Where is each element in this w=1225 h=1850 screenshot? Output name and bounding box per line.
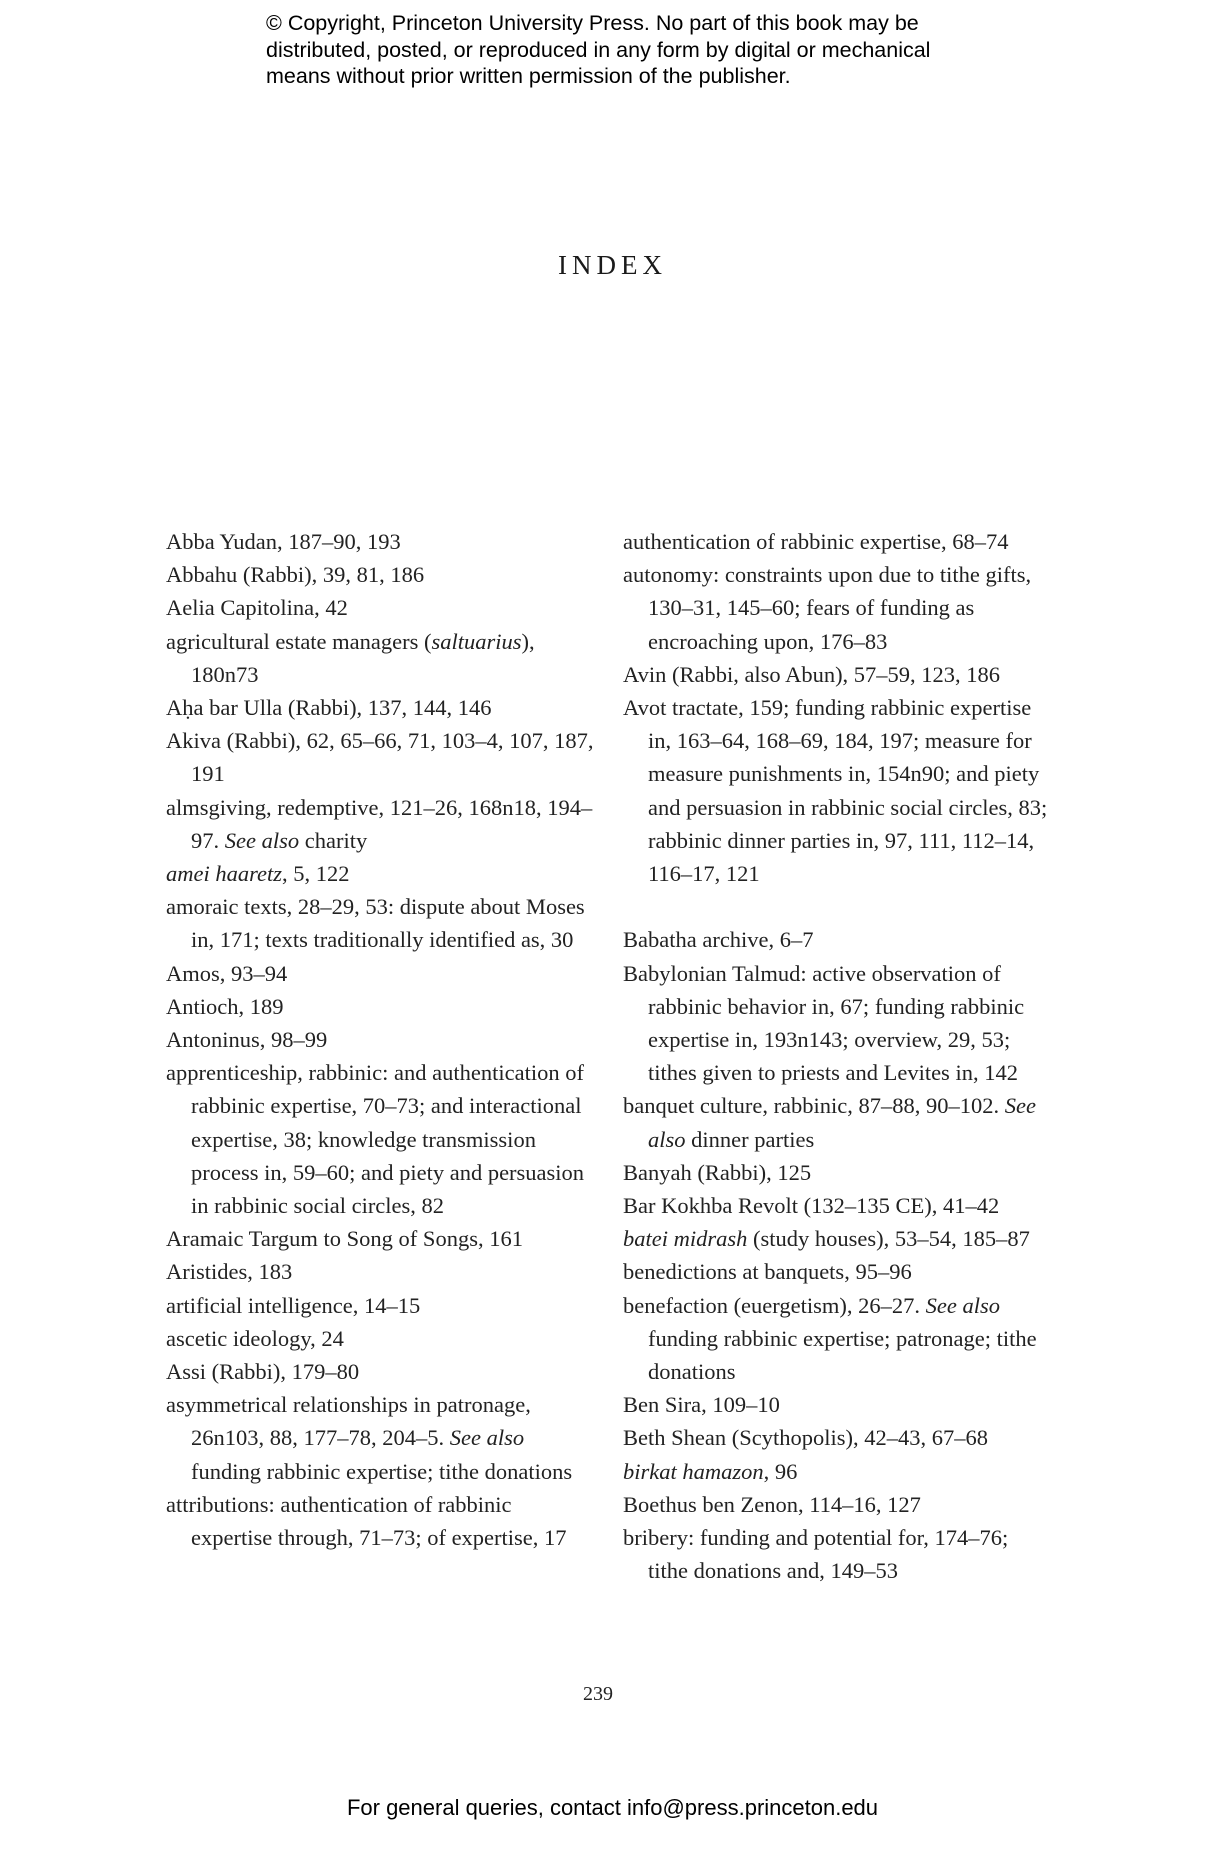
entry-text: authentication of rabbinic expertise, 68–74 bbox=[623, 529, 1009, 554]
index-group-b bbox=[623, 923, 1053, 1587]
entry-text: Avin (Rabbi, also Abun), 57–59, 123, 186 bbox=[623, 661, 1001, 687]
index-entry bbox=[166, 1289, 596, 1322]
entry-text-continued: (study houses), 53–54, 185–87 bbox=[747, 1226, 1030, 1252]
index-entry bbox=[166, 890, 596, 956]
entry-text: artificial intelligence, 14–15 bbox=[166, 1292, 421, 1318]
index-column-left bbox=[166, 525, 596, 1554]
entry-text: Abbahu (Rabbi), 39, 81, 186 bbox=[166, 562, 425, 588]
entry-text-continued: ), 180n73 bbox=[191, 628, 535, 687]
entry-text: Avot tractate, 159; funding rabbinic expertise in, 163–64, 168–69, 184, 197; measure for measure punishments in, 154n90; and piety and persuasion in rabbinic social circles, 83; rabbinic dinner parties in, 97, 111, 112–14, 116–17, 121 bbox=[623, 695, 1048, 887]
entry-text-continued: charity bbox=[299, 827, 368, 853]
index-entry bbox=[166, 957, 596, 990]
index-group-a bbox=[623, 525, 1053, 890]
entry-text: Aelia Capitolina, 42 bbox=[166, 595, 348, 621]
entry-text-continued: funding rabbinic expertise; patronage; tithe donations bbox=[648, 1325, 1037, 1385]
index-entry bbox=[166, 1322, 596, 1355]
entry-text: Assi (Rabbi), 179–80 bbox=[166, 1359, 360, 1385]
index-entry bbox=[166, 1056, 596, 1222]
entry-text: attributions: authentication of rabbinic expertise through, 71–73; of expertise, 17 bbox=[166, 1491, 567, 1551]
index-entry bbox=[623, 1455, 1053, 1488]
index-entry bbox=[166, 1023, 596, 1056]
entry-text: Babatha archive, 6–7 bbox=[623, 927, 814, 953]
entry-text: Ben Sira, 109–10 bbox=[623, 1392, 780, 1418]
entry-text: agricultural estate managers ( bbox=[166, 628, 432, 654]
entry-italic-text: batei midrash bbox=[623, 1226, 748, 1252]
index-entry bbox=[166, 857, 596, 890]
index-entry bbox=[166, 1388, 596, 1488]
entry-text: Aristides, 183 bbox=[166, 1259, 293, 1285]
index-entry bbox=[623, 1388, 1053, 1421]
entry-italic-text: See also bbox=[449, 1425, 525, 1451]
copyright-line: © Copyright, Princeton University Press. No part of this book may be bbox=[266, 11, 919, 35]
index-entry bbox=[623, 658, 1053, 691]
entry-text: benedictions at banquets, 95–96 bbox=[623, 1259, 912, 1285]
copyright-line: means without prior written permission of the publisher. bbox=[266, 64, 791, 88]
entry-italic-text: saltuarius bbox=[431, 628, 522, 654]
entry-italic-text: birkat hamazon bbox=[623, 1458, 764, 1484]
index-entry bbox=[166, 1222, 596, 1255]
entry-text-continued: funding rabbinic expertise; tithe donations bbox=[191, 1458, 573, 1484]
index-entry bbox=[166, 724, 596, 790]
index-entry bbox=[623, 558, 1053, 658]
index-entry bbox=[623, 923, 1053, 956]
page-title: INDEX bbox=[558, 250, 667, 280]
index-entry bbox=[623, 1156, 1053, 1189]
entry-text: asymmetrical relationships in patronage, 26n103, 88, 177–78, 204–5. bbox=[166, 1392, 531, 1451]
entry-text: Beth Shean (Scythopolis), 42–43, 67–68 bbox=[623, 1425, 988, 1451]
entry-text: Boethus ben Zenon, 114–16, 127 bbox=[623, 1491, 921, 1517]
index-entry bbox=[623, 1222, 1053, 1255]
index-entry bbox=[623, 1289, 1053, 1389]
entry-text: Banyah (Rabbi), 125 bbox=[623, 1159, 812, 1185]
entry-text-continued: , 5, 122 bbox=[282, 861, 350, 887]
index-entry bbox=[623, 1521, 1053, 1587]
index-entry bbox=[623, 1255, 1053, 1288]
entry-text: Antoninus, 98–99 bbox=[166, 1027, 328, 1053]
index-column-right bbox=[623, 525, 1053, 1587]
index-entry bbox=[166, 558, 596, 591]
index-entry bbox=[166, 625, 596, 691]
index-entry bbox=[166, 1488, 596, 1554]
index-entry bbox=[623, 957, 1053, 1090]
entry-text: Abba Yudan, 187–90, 193 bbox=[166, 529, 401, 554]
entry-italic-text: amei haaretz bbox=[166, 861, 283, 887]
entry-text: Akiva (Rabbi), 62, 65–66, 71, 103–4, 107, 187, 191 bbox=[166, 728, 594, 787]
index-entry bbox=[623, 525, 1053, 558]
copyright-line: distributed, posted, or reproduced in any form by digital or mechanical bbox=[266, 37, 931, 62]
entry-text: banquet culture, rabbinic, 87–88, 90–102. bbox=[623, 1093, 1005, 1119]
entry-italic-text: See also bbox=[224, 827, 300, 853]
entry-text: apprenticeship, rabbinic: and authentication of rabbinic expertise, 70–73; and interactional expertise, 38; knowledge transmission process in, 59–60; and piety and persuasion in rabbinic social circles, 82 bbox=[166, 1060, 585, 1219]
entry-text: ascetic ideology, 24 bbox=[166, 1325, 344, 1351]
index-entry bbox=[166, 1355, 596, 1388]
index-entry bbox=[166, 591, 596, 624]
entry-text: Babylonian Talmud: active observation of rabbinic behavior in, 67; funding rabbinic expertise in, 193n143; overview, 29, 53; tithes given to priests and Levites in, 142 bbox=[623, 960, 1025, 1086]
entry-text: Aramaic Targum to Song of Songs, 161 bbox=[166, 1226, 523, 1252]
entry-text: Antioch, 189 bbox=[166, 993, 284, 1019]
entry-text: bribery: funding and potential for, 174–76; tithe donations and, 149–53 bbox=[623, 1525, 1009, 1584]
footer-contact: For general queries, contact info@press.princeton.edu bbox=[346, 1795, 879, 1820]
entry-text: Amos, 93–94 bbox=[166, 960, 288, 986]
index-entry bbox=[166, 990, 596, 1023]
entry-text-continued: dinner parties bbox=[685, 1126, 815, 1152]
entry-text: amoraic texts, 28–29, 53: dispute about Moses in, 171; texts traditionally identified as, 30 bbox=[166, 894, 585, 953]
entry-text: autonomy: constraints upon due to tithe gifts, 130–31, 145–60; fears of funding as encroaching upon, 176–83 bbox=[623, 562, 1032, 654]
entry-text: almsgiving, redemptive, 121–26, 168n18, 194–97. bbox=[166, 794, 593, 853]
entry-text: benefaction (euergetism), 26–27. bbox=[623, 1292, 926, 1318]
entry-text: Aḥa bar Ulla (Rabbi), 137, 144, 146 bbox=[166, 695, 492, 721]
index-entry bbox=[166, 791, 596, 857]
page-number: 239 bbox=[583, 1683, 613, 1705]
index-entry bbox=[623, 691, 1053, 890]
entry-italic-text: See also bbox=[648, 1093, 1037, 1152]
index-entry bbox=[623, 1189, 1053, 1222]
index-entry bbox=[623, 1089, 1053, 1155]
copyright-notice bbox=[266, 10, 1026, 90]
entry-italic-text: See also bbox=[925, 1292, 1000, 1318]
index-entry bbox=[623, 1488, 1053, 1521]
entry-text-continued: , 96 bbox=[763, 1458, 798, 1484]
index-entry bbox=[166, 525, 596, 558]
entry-text: Bar Kokhba Revolt (132–135 CE), 41–42 bbox=[623, 1193, 1000, 1219]
index-entry bbox=[166, 691, 596, 724]
group-spacer bbox=[623, 890, 1053, 923]
index-entry bbox=[623, 1421, 1053, 1454]
index-entry bbox=[166, 1255, 596, 1288]
